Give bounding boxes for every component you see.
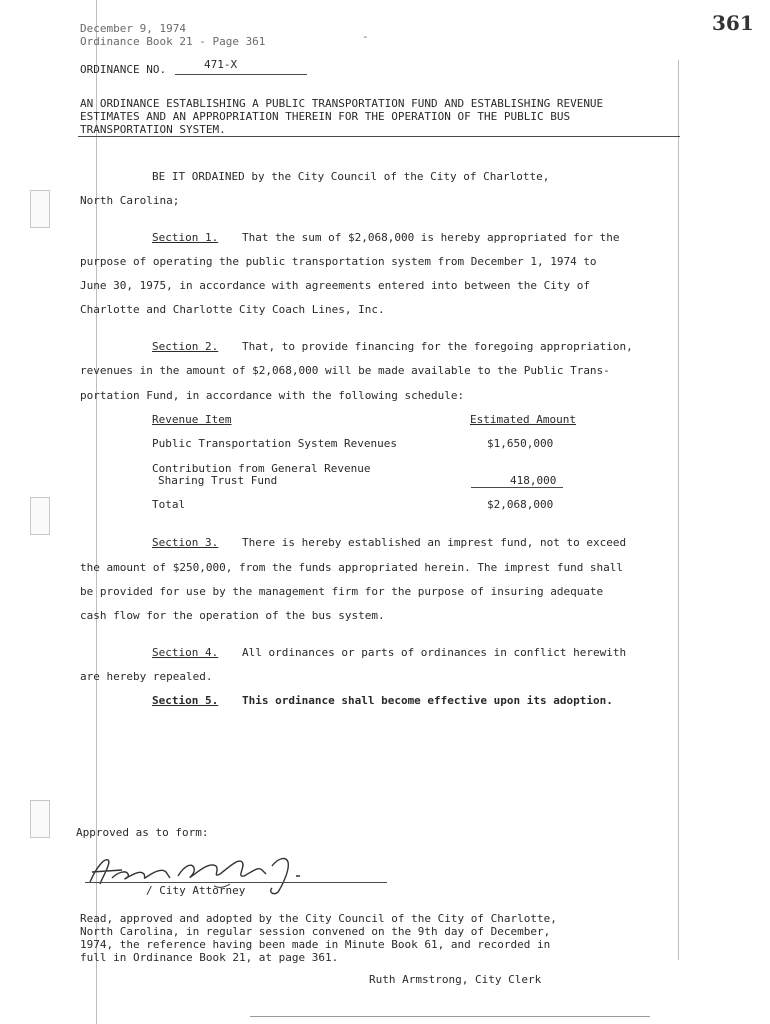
section-3-heading: Section 3. bbox=[152, 536, 219, 549]
schedule-row-1-amount: $1,650,000 bbox=[487, 437, 554, 450]
binder-hole-bottom bbox=[30, 800, 50, 838]
section-1-line-1: That the sum of $2,068,000 is hereby appropriated for the bbox=[242, 231, 620, 244]
binder-hole-top bbox=[30, 190, 50, 228]
section-5-line-1: This ordinance shall become effective upon its adoption. bbox=[242, 694, 613, 707]
certification-line-2: North Carolina, in regular session convened on the 9th day of December, bbox=[80, 925, 551, 938]
section-4-line-2: are hereby repealed. bbox=[80, 670, 213, 683]
title-line-1: AN ORDINANCE ESTABLISHING A PUBLIC TRANSPORTATION FUND AND ESTABLISHING REVENUE bbox=[80, 97, 604, 110]
section-3-line-3: be provided for use by the management firm for the purpose of insuring adequate bbox=[80, 585, 604, 598]
section-2-line-2: revenues in the amount of $2,068,000 will be made available to the Public Trans- bbox=[80, 364, 610, 377]
section-3-line-4: cash flow for the operation of the bus system. bbox=[80, 609, 385, 622]
section-4-line-1: All ordinances or parts of ordinances in conflict herewith bbox=[242, 646, 627, 659]
preamble-line-2: North Carolina; bbox=[80, 194, 180, 207]
binder-hole-middle bbox=[30, 497, 50, 535]
schedule-total-label: Total bbox=[152, 498, 186, 511]
schedule-row-2-amount: 418,000 bbox=[510, 474, 557, 487]
section-2-heading: Section 2. bbox=[152, 340, 219, 353]
section-4-heading: Section 4. bbox=[152, 646, 219, 659]
ordinance-number-label: ORDINANCE NO. bbox=[80, 63, 167, 76]
section-2-line-3: portation Fund, in accordance with the following schedule: bbox=[80, 389, 465, 402]
section-5-heading: Section 5. bbox=[152, 694, 219, 707]
preamble-line-1: BE IT ORDAINED by the City Council of the City of Charlotte, bbox=[152, 170, 550, 183]
header-dash: - bbox=[362, 30, 369, 43]
right-margin-line bbox=[678, 60, 679, 960]
city-clerk: Ruth Armstrong, City Clerk bbox=[369, 973, 542, 986]
section-2-line-1: That, to provide financing for the foregoing appropriation, bbox=[242, 340, 633, 353]
ordinance-number-underline bbox=[175, 74, 307, 75]
section-1-line-3: June 30, 1975, in accordance with agreements entered into between the City of bbox=[80, 279, 590, 292]
schedule-header-amount: Estimated Amount bbox=[470, 413, 576, 426]
schedule-sum-rule bbox=[471, 487, 563, 488]
schedule-row-2-item-cont: Sharing Trust Fund bbox=[158, 474, 278, 487]
section-3-line-2: the amount of $250,000, from the funds appropriated herein. The imprest fund shall bbox=[80, 561, 624, 574]
approval-label: Approved as to form: bbox=[76, 826, 209, 839]
ordinance-number-value: 471-X bbox=[204, 58, 238, 71]
schedule-total-amount: $2,068,000 bbox=[487, 498, 554, 511]
certification-line-4: full in Ordinance Book 21, at page 361. bbox=[80, 951, 339, 964]
title-line-2: ESTIMATES AND AN APPROPRIATION THEREIN FOR THE OPERATION OF THE PUBLIC BUS bbox=[80, 110, 571, 123]
attorney-label: / City Attorney bbox=[146, 884, 246, 897]
bottom-rule bbox=[250, 1016, 650, 1017]
certification-line-1: Read, approved and adopted by the City Council of the City of Charlotte, bbox=[80, 912, 557, 925]
schedule-row-1-item: Public Transportation System Revenues bbox=[152, 437, 398, 450]
signature-line bbox=[85, 882, 387, 883]
header-book-page: Ordinance Book 21 - Page 361 bbox=[80, 35, 266, 48]
title-line-3: TRANSPORTATION SYSTEM. bbox=[80, 123, 226, 136]
section-1-heading: Section 1. bbox=[152, 231, 219, 244]
schedule-header-item: Revenue Item bbox=[152, 413, 232, 426]
title-rule bbox=[78, 136, 680, 137]
page-number: 361 bbox=[712, 11, 754, 35]
section-1-line-4: Charlotte and Charlotte City Coach Lines, Inc. bbox=[80, 303, 385, 316]
certification-line-3: 1974, the reference having been made in Minute Book 61, and recorded in bbox=[80, 938, 551, 951]
attorney-title: City Attorney bbox=[159, 884, 246, 897]
section-1-line-2: purpose of operating the public transportation system from December 1, 1974 to bbox=[80, 255, 597, 268]
header-date: December 9, 1974 bbox=[80, 22, 186, 35]
schedule-row-2-item: Contribution from General Revenue bbox=[152, 462, 371, 475]
section-3-line-1: There is hereby established an imprest fund, not to exceed bbox=[242, 536, 627, 549]
